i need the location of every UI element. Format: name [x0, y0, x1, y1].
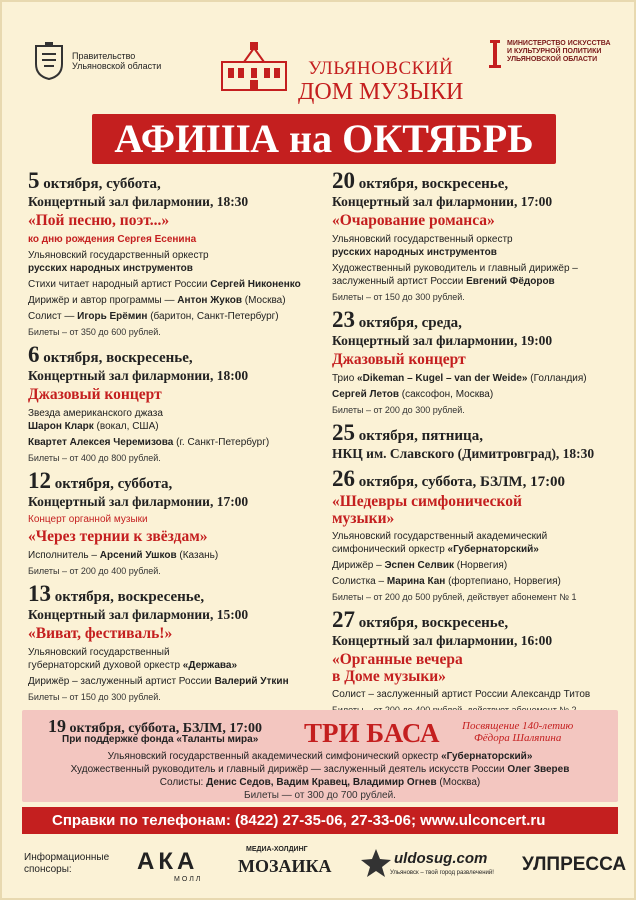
event-oct5 — [28, 168, 328, 338]
artist-name: Сергей Летов — [332, 389, 400, 400]
sponsors-label: спонсоры: — [24, 864, 72, 875]
dedication: Фёдора Шаляпина — [473, 732, 562, 744]
artist-name: Олег Зверев — [507, 764, 570, 775]
event-support: При поддержке фонда «Таланты мира» — [62, 734, 259, 745]
event-line: Трио — [332, 373, 358, 384]
event-day: 25 — [332, 420, 355, 445]
event-line: (баритон, Санкт-Петербург) — [147, 311, 279, 322]
event-line: (Норвегия) — [453, 560, 508, 571]
event-subtitle: ко дню рождения Сергея Есенина — [28, 234, 197, 245]
event-title: музыки» — [332, 510, 395, 527]
sponsor-mozaika-top: МЕДИА-ХОЛДИНГ — [246, 846, 308, 853]
event-weekday: октября, среда, — [358, 315, 462, 331]
ticket-price: Билеты – от 400 до 800 рублей. — [28, 453, 161, 463]
event-day: 23 — [332, 307, 355, 332]
ticket-price: Билеты – от 150 до 300 рублей. — [28, 692, 161, 702]
event-line: Стихи читает народный артист России — [28, 279, 211, 290]
event-line: Ульяновский государственный оркестр — [28, 250, 209, 261]
event-line: Ульяновский государственный академический симфонический оркестр — [107, 751, 442, 762]
event-line: (г. Санкт-Петербург) — [173, 437, 270, 448]
dedication: Посвящение 140-летию — [462, 720, 574, 732]
ticket-price: Билеты – от 200 до 400 рублей. — [28, 566, 161, 576]
ticket-price: Билеты – от 200 до 300 рублей. — [332, 405, 465, 415]
left-column — [28, 168, 328, 711]
artist-name: Марина Кан — [386, 576, 446, 587]
event-line: русских народных инструментов — [332, 247, 497, 258]
event-line: Дирижёр – заслуженный артист России — [28, 676, 215, 687]
event-title: «Пой песню, поэт...» — [28, 212, 170, 229]
event-place: Концертный зал филармонии, 18:30 — [28, 194, 249, 209]
event-line: Солисты: — [159, 777, 207, 788]
event-place: Концертный зал филармонии, 17:00 — [28, 494, 249, 509]
event-day: 12 — [28, 468, 51, 493]
artist-name: Денис Седов, Вадим Кравец, Владимир Огнев — [206, 777, 437, 788]
sponsor-mozaika: МОЗАИКА — [238, 856, 332, 876]
event-oct23 — [332, 307, 624, 416]
event-title: Джазовый концерт — [28, 386, 162, 403]
special-event-box — [22, 710, 618, 802]
ministry-icon — [488, 40, 502, 68]
contact-bar: Справки по телефонам: (8422) 27-35-06, 27-33-06; www.ulconcert.ru — [22, 807, 618, 834]
event-weekday: октября, суббота, БЗЛМ, 17:00 — [69, 721, 263, 736]
event-line: (фортепиано, Норвегия) — [445, 576, 561, 587]
event-day: 20 — [332, 168, 355, 193]
event-line: Дирижёр – — [332, 560, 385, 571]
event-line: русских народных инструментов — [28, 263, 193, 274]
event-title: «Очарование романса» — [332, 212, 495, 229]
event-line: (Москва) — [241, 295, 286, 306]
event-line: (Голландия) — [527, 373, 587, 384]
event-subtitle: Концерт органной музыки — [28, 514, 148, 525]
event-oct13 — [28, 581, 328, 703]
brand — [298, 58, 463, 106]
star-icon — [360, 848, 392, 878]
event-line: (Казань) — [176, 550, 219, 561]
event-line: Солист — — [28, 311, 78, 322]
artist-name: «Губернаторский» — [447, 544, 539, 555]
ticket-price: Билеты – от 350 до 600 рублей. — [28, 327, 161, 337]
event-weekday: октября, пятница, — [358, 428, 483, 444]
event-place: Концертный зал филармонии, 19:00 — [332, 333, 553, 348]
artist-name: Квартет Алексея Черемизова — [28, 437, 174, 448]
sponsor-uldosug: uldosug.com — [394, 850, 488, 867]
artist-name: Игорь Ерёмин — [77, 311, 148, 322]
event-title: «Органные вечера — [332, 651, 463, 668]
gov-line1: Правительство — [72, 51, 136, 61]
ministry-line3: УЛЬЯНОВСКОЙ ОБЛАСТИ — [507, 56, 598, 63]
event-title: Джазовый концерт — [332, 351, 466, 368]
event-oct20 — [332, 168, 624, 303]
ticket-price: Билеты – от 150 до 300 рублей. — [332, 292, 465, 302]
event-day: 13 — [28, 581, 51, 606]
sponsor-akva: АКА — [137, 848, 199, 875]
event-line: (вокал, США) — [93, 421, 159, 432]
event-place: Концертный зал филармонии, 15:00 — [28, 607, 249, 622]
event-oct27 — [332, 607, 624, 716]
artist-name: «Держава» — [182, 660, 238, 671]
ticket-price: Билеты – от 200 до 500 рублей, действует абонемент № 1 — [332, 592, 577, 602]
brand-line1: УЛЬЯНОВСКИЙ — [308, 58, 454, 79]
artist-name: Сергей Никоненко — [210, 279, 301, 290]
artist-name: Арсений Ушков — [99, 550, 177, 561]
event-weekday: октября, воскресенье, — [43, 350, 193, 366]
event-line: Солист – заслуженный артист России Александр Титов — [332, 689, 591, 700]
event-line: Звезда американского джаза — [28, 408, 163, 419]
header — [2, 32, 636, 107]
artist-name: «Dikeman – Kugel – van der Weide» — [357, 373, 528, 384]
event-place: НКЦ им. Славского (Димитровград), 18:30 — [332, 446, 595, 461]
event-line: (Москва) — [436, 777, 481, 788]
event-title: в Доме музыки» — [332, 668, 446, 685]
event-weekday: октября, воскресенье, — [54, 589, 205, 605]
sponsors-label: Информационные — [24, 852, 110, 863]
artist-name: Шарон Кларк — [28, 421, 94, 432]
event-weekday: октября, суббота, БЗЛМ, 17:00 — [358, 474, 566, 490]
right-column — [332, 168, 624, 724]
house-of-music-icon — [220, 42, 288, 92]
artist-name: Эспен Селвик — [384, 560, 454, 571]
event-date — [28, 168, 328, 193]
artist-name: Антон Жуков — [177, 295, 242, 306]
event-oct12 — [28, 468, 328, 577]
event-weekday: октября, воскресенье, — [358, 176, 509, 192]
event-line: Солистка – — [332, 576, 387, 587]
event-weekday: октября, суббота, — [54, 476, 173, 492]
event-line: Ульяновский государственный — [28, 647, 170, 658]
event-line: (саксофон, Москва) — [399, 389, 494, 400]
event-place: Концертный зал филармонии, 17:00 — [332, 194, 553, 209]
banner-title: АФИША на ОКТЯБРЬ — [92, 114, 556, 164]
event-line: губернаторский духовой оркестр — [28, 660, 183, 671]
event-place: Концертный зал филармонии, 16:00 — [332, 633, 553, 648]
artist-name: «Губернаторский» — [441, 751, 533, 762]
sponsors — [2, 840, 636, 895]
event-weekday: октября, воскресенье, — [358, 615, 509, 631]
event-line: Ульяновский государственный академический — [332, 531, 548, 542]
event-title: «Шедевры симфонической — [332, 493, 522, 510]
event-line: заслуженный артист России — [332, 276, 467, 287]
event-weekday: октября, суббота, — [43, 176, 161, 192]
sponsor-ulpressa: УЛПРЕССА — [522, 854, 627, 875]
event-line: Художественный руководитель и главный дирижёр – — [332, 263, 578, 274]
ministry-line2: И КУЛЬТУРНОЙ ПОЛИТИКИ — [507, 48, 602, 55]
event-title: «Виват, фестиваль!» — [28, 625, 173, 642]
sponsor-uldosug-sub: Ульяновск – твой город развлечений! — [390, 870, 494, 876]
artist-name: Валерий Уткин — [214, 676, 289, 687]
government-logo — [32, 42, 161, 80]
event-line: Художественный руководитель и главный дирижёр — заслуженный деятель искусств России — [70, 764, 508, 775]
artist-name: Евгений Фёдоров — [466, 276, 555, 287]
event-day: 5 — [28, 168, 40, 193]
ministry-logo — [488, 40, 618, 68]
brand-line2: ДОМ МУЗЫКИ — [298, 79, 464, 105]
event-oct6 — [28, 342, 328, 464]
event-title: ТРИ БАСА — [304, 718, 440, 748]
event-day: 26 — [332, 466, 355, 491]
event-place: Концертный зал филармонии, 18:00 — [28, 368, 249, 383]
gov-line2: Ульяновской области — [72, 61, 162, 71]
event-line: Дирижёр и автор программы — — [28, 295, 178, 306]
ministry-line1: МИНИСТЕРСТВО ИСКУССТВА — [507, 40, 611, 47]
event-line: Ульяновский государственный оркестр — [332, 234, 513, 245]
event-line: Исполнитель – — [28, 550, 100, 561]
event-day: 6 — [28, 342, 40, 367]
event-title: «Через тернии к звёздам» — [28, 528, 208, 545]
coat-of-arms-icon — [32, 42, 66, 80]
sponsor-akva-sub: МОЛЛ — [174, 876, 203, 883]
event-oct26 — [332, 466, 624, 603]
event-day: 27 — [332, 607, 355, 632]
event-line: симфонический оркестр — [332, 544, 448, 555]
event-day: 19 — [48, 716, 66, 736]
ticket-price: Билеты — от 300 до 700 рублей. — [244, 790, 396, 801]
event-oct25 — [332, 420, 624, 462]
